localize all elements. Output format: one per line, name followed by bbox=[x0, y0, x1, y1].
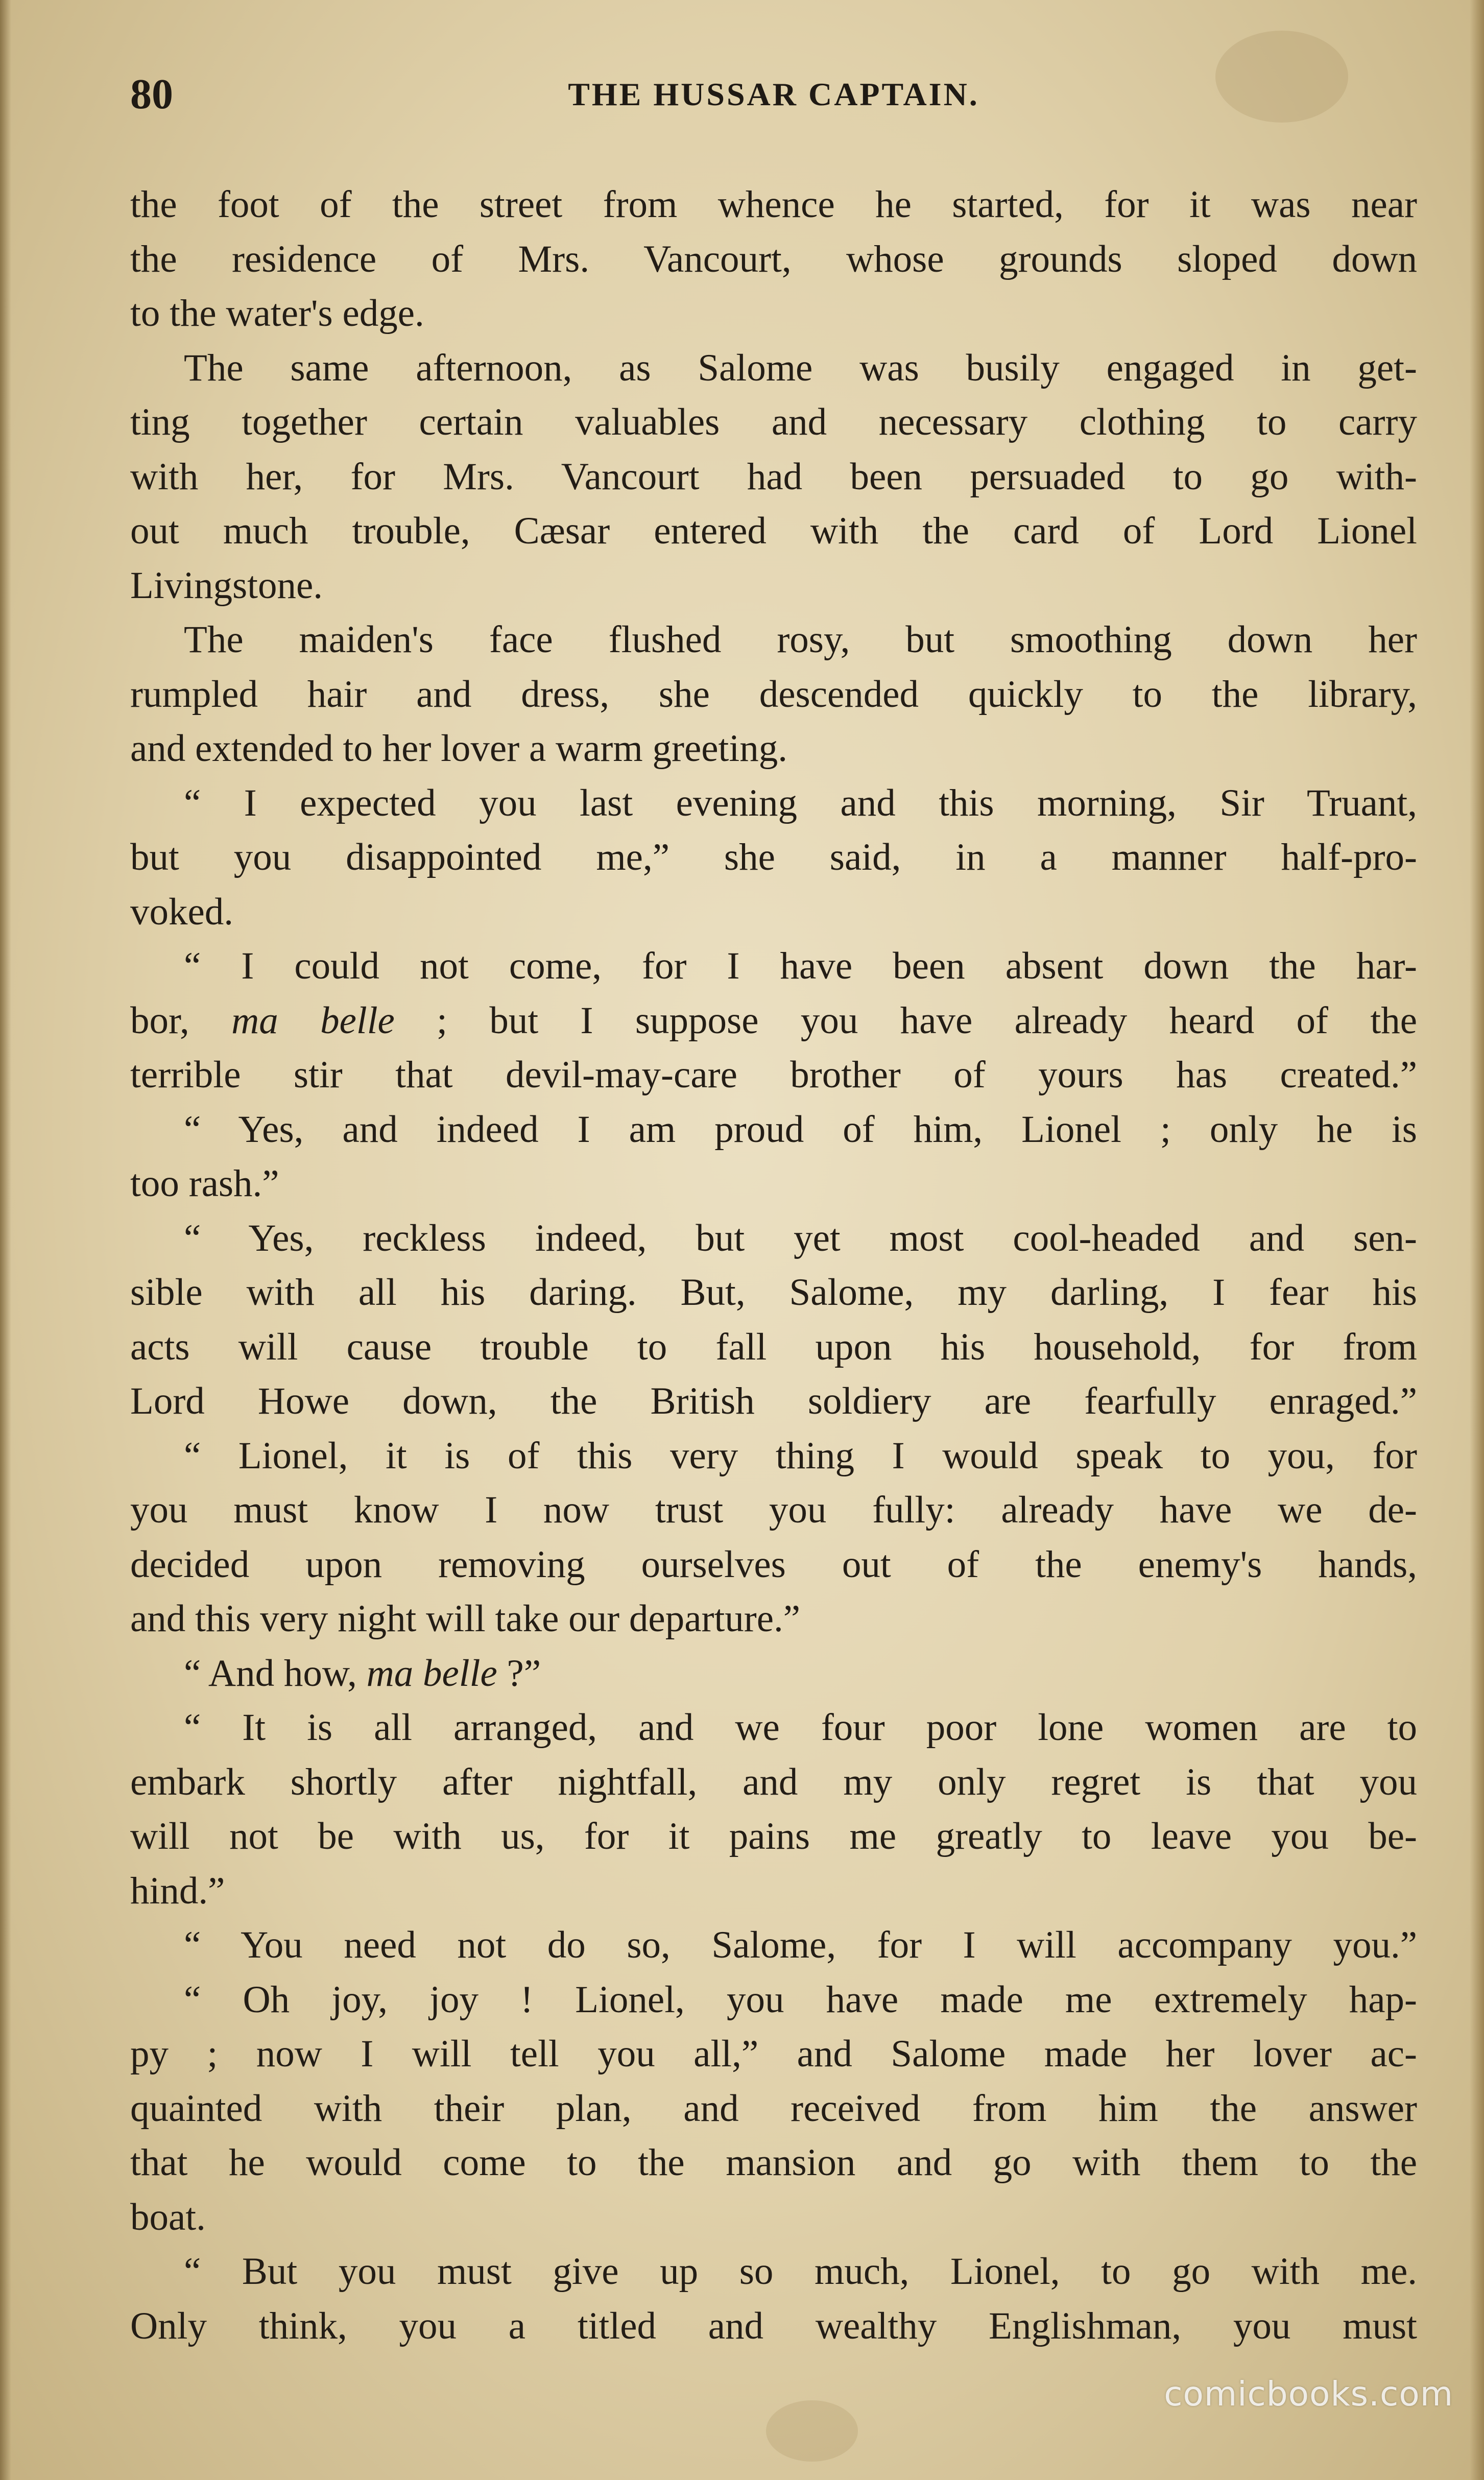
text-line: voked. bbox=[130, 890, 234, 933]
text-line: “ Oh joy, joy ! Lionel, you have made me extremely hap- bbox=[184, 1978, 1417, 2021]
text-line: sible with all his daring. But, Salome, my darling, I fear his bbox=[130, 1271, 1417, 1314]
text-line: Livingstone. bbox=[130, 564, 323, 607]
text-line: to the water's edge. bbox=[130, 292, 424, 335]
text-line: and this very night will take our departure.” bbox=[130, 1597, 801, 1640]
page-header bbox=[130, 66, 1417, 123]
text-line: the residence of Mrs. Vancourt, whose grounds sloped down bbox=[130, 237, 1417, 280]
text-line: and extended to her lover a warm greeting. bbox=[130, 727, 787, 770]
text-line: will not be with us, for it pains me greatly to leave you be- bbox=[130, 1815, 1417, 1857]
text-line: with her, for Mrs. Vancourt had been persuaded to go with- bbox=[130, 455, 1417, 498]
text-line: “ Lionel, it is of this very thing I would speak to you, for bbox=[184, 1434, 1417, 1477]
text-line: “ But you must give up so much, Lionel, to go with me. bbox=[184, 2250, 1417, 2293]
text-line: boat. bbox=[130, 2196, 206, 2238]
text-line: The same afternoon, as Salome was busily engaged in get- bbox=[184, 346, 1417, 389]
text-line: “ I expected you last evening and this morning, Sir Truant, bbox=[184, 781, 1417, 824]
text-line: terrible stir that devil-may-care brother of yours has created.” bbox=[130, 1054, 1417, 1096]
page-number: 80 bbox=[130, 70, 173, 118]
text-line: hind.” bbox=[130, 1869, 225, 1912]
text-line: decided upon removing ourselves out of the enemy's hands, bbox=[130, 1543, 1417, 1586]
watermark: comicbooks.com bbox=[1164, 2374, 1453, 2414]
text-line: bor, ma belle ; but I suppose you have already heard of the bbox=[130, 999, 1417, 1042]
text-line: “ I could not come, for I have been absent down the har- bbox=[184, 945, 1417, 987]
paper-stain bbox=[766, 2400, 858, 2462]
running-head: THE HUSSAR CAPTAIN. bbox=[568, 76, 979, 112]
text-line: you must know I now trust you fully: already have we de- bbox=[130, 1489, 1417, 1531]
text-line: that he would come to the mansion and go with them to the bbox=[130, 2141, 1417, 2184]
text-line: too rash.” bbox=[130, 1162, 279, 1205]
text-line: “ It is all arranged, and we four poor lone women are to bbox=[184, 1706, 1417, 1749]
text-line: “ And how, ma belle ?” bbox=[184, 1652, 541, 1695]
text-line: but you disappointed me,” she said, in a manner half-pro- bbox=[130, 836, 1417, 878]
text-line: “ Yes, and indeed I am proud of him, Lionel ; only he is bbox=[184, 1108, 1417, 1151]
text-line: embark shortly after nightfall, and my only regret is that you bbox=[130, 1760, 1417, 1803]
text-line: out much trouble, Cæsar entered with the card of Lord Lionel bbox=[130, 510, 1417, 552]
text-line: ting together certain valuables and necessary clothing to carry bbox=[130, 401, 1417, 443]
body-text bbox=[130, 178, 1417, 2353]
text-line: Lord Howe down, the British soldiery are fearfully enraged.” bbox=[130, 1380, 1417, 1422]
text-line: Only think, you a titled and wealthy Englishman, you must bbox=[130, 2304, 1417, 2347]
text-line: rumpled hair and dress, she descended quickly to the library, bbox=[130, 673, 1417, 716]
text-line: acts will cause trouble to fall upon his household, for from bbox=[130, 1325, 1417, 1368]
text-line: the foot of the street from whence he started, for it was near bbox=[130, 183, 1417, 226]
text-line: “ You need not do so, Salome, for I will accompany you.” bbox=[184, 1924, 1417, 1966]
text-line: The maiden's face flushed rosy, but smoothing down her bbox=[184, 618, 1417, 661]
text-line: “ Yes, reckless indeed, but yet most cool-headed and sen- bbox=[184, 1217, 1417, 1259]
text-line: py ; now I will tell you all,” and Salome made her lover ac- bbox=[130, 2033, 1417, 2075]
text-line: quainted with their plan, and received from him the answer bbox=[130, 2087, 1417, 2130]
